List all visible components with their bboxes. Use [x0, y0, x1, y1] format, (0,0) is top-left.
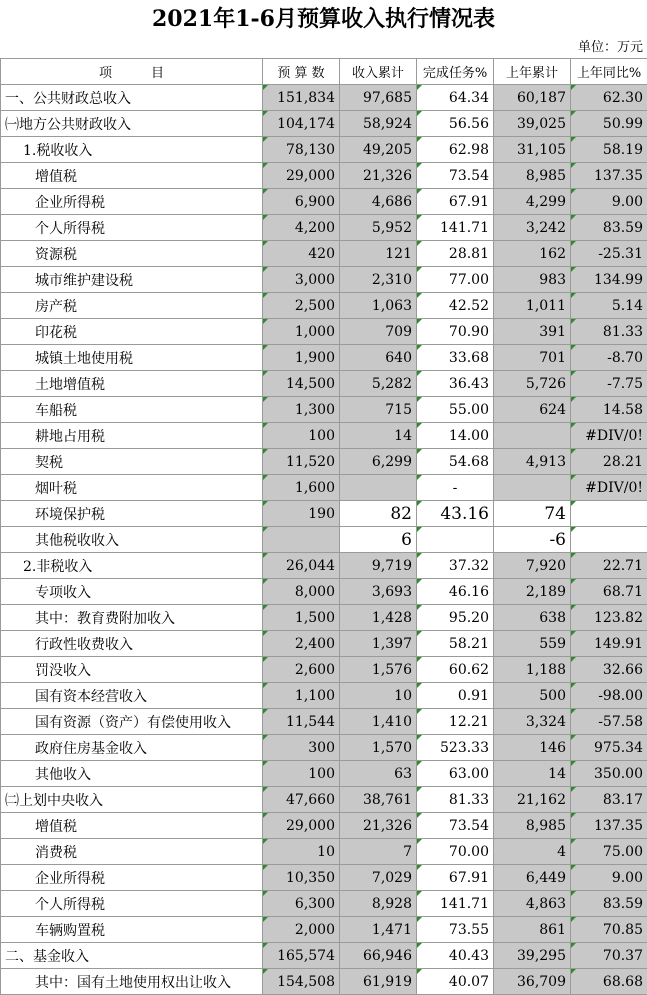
cell-budget: 3,000	[263, 267, 340, 293]
cell-cumulative: 14	[340, 423, 417, 449]
cell-budget: 11,520	[263, 449, 340, 475]
table-row	[1, 839, 647, 865]
cell-last-year: 60,187	[494, 85, 571, 111]
cell-completion: 60.62	[417, 657, 494, 683]
cell-completion: 28.81	[417, 241, 494, 267]
budget-table	[0, 58, 647, 995]
cell-yoy: -7.75	[571, 371, 647, 397]
cell-budget: 47,660	[263, 787, 340, 813]
cell-yoy: 28.21	[571, 449, 647, 475]
cell-budget: 300	[263, 735, 340, 761]
cell-budget: 190	[263, 501, 340, 527]
table-row	[1, 345, 647, 371]
cell-cumulative: 82	[340, 501, 417, 527]
cell-last-year	[494, 423, 571, 449]
table-row	[1, 891, 647, 917]
cell-budget: 1,900	[263, 345, 340, 371]
row-name: 环境保护税	[1, 501, 263, 527]
cell-completion: 56.56	[417, 111, 494, 137]
table-row	[1, 423, 647, 449]
header-cumulative: 收入累计	[340, 59, 417, 85]
table-row	[1, 969, 647, 995]
cell-cumulative: 1,428	[340, 605, 417, 631]
row-name: 增值税	[1, 163, 263, 189]
cell-budget: 78,130	[263, 137, 340, 163]
table-row	[1, 397, 647, 423]
cell-yoy: 123.82	[571, 605, 647, 631]
cell-cumulative: 58,924	[340, 111, 417, 137]
table-row	[1, 85, 647, 111]
cell-yoy: 32.66	[571, 657, 647, 683]
row-name: ㈠地方公共财政收入	[1, 111, 263, 137]
cell-completion: 40.43	[417, 943, 494, 969]
cell-completion: 62.98	[417, 137, 494, 163]
cell-cumulative: 7	[340, 839, 417, 865]
cell-last-year: 701	[494, 345, 571, 371]
cell-last-year: 5,726	[494, 371, 571, 397]
table-row	[1, 605, 647, 631]
unit-label: 单位：万元	[577, 40, 643, 55]
cell-budget: 2,600	[263, 657, 340, 683]
cell-completion: 14.00	[417, 423, 494, 449]
cell-last-year: 7,920	[494, 553, 571, 579]
cell-cumulative: 9,719	[340, 553, 417, 579]
header-yoy: 上年同比%	[571, 59, 647, 85]
cell-completion: 73.54	[417, 163, 494, 189]
cell-completion: 46.16	[417, 579, 494, 605]
row-name: 耕地占用税	[1, 423, 263, 449]
cell-completion: 0.91	[417, 683, 494, 709]
row-name: 专项收入	[1, 579, 263, 605]
cell-last-year: 2,189	[494, 579, 571, 605]
cell-yoy: 137.35	[571, 163, 647, 189]
cell-completion: 33.68	[417, 345, 494, 371]
cell-completion: 67.91	[417, 865, 494, 891]
cell-cumulative: 6	[340, 527, 417, 553]
cell-yoy: 14.58	[571, 397, 647, 423]
cell-yoy: 75.00	[571, 839, 647, 865]
cell-completion: 58.21	[417, 631, 494, 657]
table-row	[1, 683, 647, 709]
cell-completion: 55.00	[417, 397, 494, 423]
header-last-year: 上年累计	[494, 59, 571, 85]
cell-cumulative: 1,410	[340, 709, 417, 735]
cell-last-year: 983	[494, 267, 571, 293]
cell-yoy: 5.14	[571, 293, 647, 319]
table-row	[1, 293, 647, 319]
cell-yoy: -8.70	[571, 345, 647, 371]
cell-completion: 43.16	[417, 501, 494, 527]
cell-last-year: 1,188	[494, 657, 571, 683]
cell-last-year: 8,985	[494, 813, 571, 839]
row-name: 企业所得税	[1, 865, 263, 891]
cell-yoy: 149.91	[571, 631, 647, 657]
row-name: 企业所得税	[1, 189, 263, 215]
row-name: 资源税	[1, 241, 263, 267]
cell-completion: 40.07	[417, 969, 494, 995]
cell-last-year: 6,449	[494, 865, 571, 891]
cell-budget: 6,900	[263, 189, 340, 215]
cell-cumulative: 1,471	[340, 917, 417, 943]
cell-last-year: 146	[494, 735, 571, 761]
cell-last-year: 4	[494, 839, 571, 865]
row-name: 国有资源（资产）有偿使用收入	[1, 709, 263, 735]
table-row	[1, 865, 647, 891]
cell-cumulative: 38,761	[340, 787, 417, 813]
row-name: 车辆购置税	[1, 917, 263, 943]
cell-completion: 37.32	[417, 553, 494, 579]
cell-cumulative: 21,326	[340, 813, 417, 839]
cell-cumulative: 640	[340, 345, 417, 371]
row-name: 其中：教育费附加收入	[1, 605, 263, 631]
cell-last-year: 638	[494, 605, 571, 631]
cell-completion: 141.71	[417, 891, 494, 917]
row-name: 烟叶税	[1, 475, 263, 501]
cell-last-year: 4,913	[494, 449, 571, 475]
cell-cumulative: 2,310	[340, 267, 417, 293]
cell-budget: 29,000	[263, 163, 340, 189]
cell-last-year: 4,299	[494, 189, 571, 215]
row-name: 个人所得税	[1, 215, 263, 241]
table-row	[1, 943, 647, 969]
cell-last-year: 8,985	[494, 163, 571, 189]
table-row	[1, 163, 647, 189]
cell-last-year: 624	[494, 397, 571, 423]
cell-completion: 73.54	[417, 813, 494, 839]
cell-yoy: #DIV/0!	[571, 423, 647, 449]
cell-budget: 1,600	[263, 475, 340, 501]
cell-budget: 29,000	[263, 813, 340, 839]
cell-last-year: 3,242	[494, 215, 571, 241]
table-row	[1, 189, 647, 215]
cell-cumulative	[340, 475, 417, 501]
row-name: 契税	[1, 449, 263, 475]
cell-completion: 67.91	[417, 189, 494, 215]
cell-yoy: 975.34	[571, 735, 647, 761]
cell-last-year: 4,863	[494, 891, 571, 917]
table-row	[1, 709, 647, 735]
table-row	[1, 267, 647, 293]
row-name: 房产税	[1, 293, 263, 319]
cell-cumulative: 715	[340, 397, 417, 423]
page-title: 2021年1-6月预算收入执行情况表	[152, 6, 495, 32]
table-row	[1, 761, 647, 787]
cell-last-year	[494, 475, 571, 501]
cell-budget: 10	[263, 839, 340, 865]
cell-budget: 14,500	[263, 371, 340, 397]
cell-last-year: 39,295	[494, 943, 571, 969]
cell-yoy: 9.00	[571, 865, 647, 891]
cell-completion: 12.21	[417, 709, 494, 735]
row-name: 个人所得税	[1, 891, 263, 917]
cell-completion: 77.00	[417, 267, 494, 293]
cell-last-year: 39,025	[494, 111, 571, 137]
cell-budget: 2,400	[263, 631, 340, 657]
cell-yoy: 134.99	[571, 267, 647, 293]
cell-last-year: 36,709	[494, 969, 571, 995]
table-row	[1, 371, 647, 397]
cell-budget: 10,350	[263, 865, 340, 891]
cell-budget: 154,508	[263, 969, 340, 995]
cell-completion	[417, 527, 494, 553]
table-row	[1, 579, 647, 605]
table-row	[1, 917, 647, 943]
table-row	[1, 553, 647, 579]
table-row	[1, 735, 647, 761]
cell-yoy: 83.17	[571, 787, 647, 813]
table-row	[1, 475, 647, 501]
cell-budget: 1,100	[263, 683, 340, 709]
cell-yoy: 58.19	[571, 137, 647, 163]
row-name: 印花税	[1, 319, 263, 345]
cell-cumulative: 3,693	[340, 579, 417, 605]
cell-last-year: 14	[494, 761, 571, 787]
cell-cumulative: 709	[340, 319, 417, 345]
row-name: 一、公共财政总收入	[1, 85, 263, 111]
cell-budget: 165,574	[263, 943, 340, 969]
cell-cumulative: 63	[340, 761, 417, 787]
cell-budget: 104,174	[263, 111, 340, 137]
cell-last-year: -6	[494, 527, 571, 553]
cell-completion: 54.68	[417, 449, 494, 475]
table-row	[1, 319, 647, 345]
cell-cumulative: 1,570	[340, 735, 417, 761]
cell-yoy: -57.58	[571, 709, 647, 735]
cell-cumulative: 4,686	[340, 189, 417, 215]
table-row	[1, 657, 647, 683]
cell-yoy: 62.30	[571, 85, 647, 111]
cell-budget: 1,300	[263, 397, 340, 423]
table-row	[1, 215, 647, 241]
row-name: 罚没收入	[1, 657, 263, 683]
cell-cumulative: 1,576	[340, 657, 417, 683]
cell-budget: 4,200	[263, 215, 340, 241]
cell-last-year: 31,105	[494, 137, 571, 163]
table-row	[1, 501, 647, 527]
cell-last-year: 162	[494, 241, 571, 267]
cell-budget: 100	[263, 761, 340, 787]
table-row	[1, 787, 647, 813]
cell-budget: 6,300	[263, 891, 340, 917]
cell-cumulative: 7,029	[340, 865, 417, 891]
row-name: 1.税收收入	[1, 137, 263, 163]
cell-cumulative: 121	[340, 241, 417, 267]
row-name: 城市维护建设税	[1, 267, 263, 293]
cell-last-year: 500	[494, 683, 571, 709]
cell-yoy: 70.37	[571, 943, 647, 969]
cell-yoy: 83.59	[571, 891, 647, 917]
cell-cumulative: 5,282	[340, 371, 417, 397]
cell-yoy: -98.00	[571, 683, 647, 709]
cell-yoy	[571, 501, 647, 527]
row-name: 2.非税收入	[1, 553, 263, 579]
cell-budget: 151,834	[263, 85, 340, 111]
table-row	[1, 813, 647, 839]
table-row	[1, 241, 647, 267]
cell-cumulative: 49,205	[340, 137, 417, 163]
cell-yoy: 9.00	[571, 189, 647, 215]
cell-cumulative: 6,299	[340, 449, 417, 475]
cell-completion: 523.33	[417, 735, 494, 761]
table-row	[1, 631, 647, 657]
cell-budget	[263, 527, 340, 553]
row-name: 国有资本经营收入	[1, 683, 263, 709]
cell-yoy: 81.33	[571, 319, 647, 345]
cell-completion: 63.00	[417, 761, 494, 787]
cell-yoy: 22.71	[571, 553, 647, 579]
cell-cumulative: 1,063	[340, 293, 417, 319]
cell-budget: 100	[263, 423, 340, 449]
cell-yoy	[571, 527, 647, 553]
cell-completion: -	[417, 475, 494, 501]
cell-budget: 420	[263, 241, 340, 267]
cell-completion: 70.90	[417, 319, 494, 345]
cell-budget: 8,000	[263, 579, 340, 605]
row-name: 城镇土地使用税	[1, 345, 263, 371]
cell-yoy: 50.99	[571, 111, 647, 137]
row-name: 其中：国有土地使用权出让收入	[1, 969, 263, 995]
cell-cumulative: 61,919	[340, 969, 417, 995]
cell-completion: 70.00	[417, 839, 494, 865]
row-name: 增值税	[1, 813, 263, 839]
cell-last-year: 74	[494, 501, 571, 527]
cell-yoy: #DIV/0!	[571, 475, 647, 501]
cell-last-year: 21,162	[494, 787, 571, 813]
row-name: 二、基金收入	[1, 943, 263, 969]
row-name: 车船税	[1, 397, 263, 423]
cell-completion: 36.43	[417, 371, 494, 397]
cell-cumulative: 5,952	[340, 215, 417, 241]
cell-last-year: 391	[494, 319, 571, 345]
cell-budget: 26,044	[263, 553, 340, 579]
cell-yoy: 350.00	[571, 761, 647, 787]
cell-budget: 11,544	[263, 709, 340, 735]
cell-last-year: 861	[494, 917, 571, 943]
header-row	[1, 59, 647, 85]
row-name: 其他税收收入	[1, 527, 263, 553]
cell-cumulative: 8,928	[340, 891, 417, 917]
table-row	[1, 137, 647, 163]
row-name: 行政性收费收入	[1, 631, 263, 657]
table-row	[1, 111, 647, 137]
cell-cumulative: 97,685	[340, 85, 417, 111]
row-name: ㈡上划中央收入	[1, 787, 263, 813]
row-name: 其他收入	[1, 761, 263, 787]
cell-budget: 1,000	[263, 319, 340, 345]
cell-completion: 42.52	[417, 293, 494, 319]
cell-completion: 73.55	[417, 917, 494, 943]
cell-last-year: 1,011	[494, 293, 571, 319]
cell-cumulative: 10	[340, 683, 417, 709]
cell-completion: 141.71	[417, 215, 494, 241]
cell-yoy: 70.85	[571, 917, 647, 943]
cell-yoy: -25.31	[571, 241, 647, 267]
row-name: 土地增值税	[1, 371, 263, 397]
cell-budget: 2,500	[263, 293, 340, 319]
cell-completion: 81.33	[417, 787, 494, 813]
cell-last-year: 3,324	[494, 709, 571, 735]
table-row	[1, 527, 647, 553]
cell-cumulative: 1,397	[340, 631, 417, 657]
cell-cumulative: 66,946	[340, 943, 417, 969]
cell-yoy: 68.71	[571, 579, 647, 605]
cell-yoy: 83.59	[571, 215, 647, 241]
cell-cumulative: 21,326	[340, 163, 417, 189]
row-name: 政府住房基金收入	[1, 735, 263, 761]
row-name: 消费税	[1, 839, 263, 865]
cell-last-year: 559	[494, 631, 571, 657]
cell-completion: 64.34	[417, 85, 494, 111]
cell-budget: 1,500	[263, 605, 340, 631]
cell-yoy: 68.68	[571, 969, 647, 995]
cell-yoy: 137.35	[571, 813, 647, 839]
header-budget: 预 算 数	[263, 59, 340, 85]
cell-budget: 2,000	[263, 917, 340, 943]
table-row	[1, 449, 647, 475]
cell-completion: 95.20	[417, 605, 494, 631]
header-item: 项 目	[1, 59, 263, 85]
header-completion: 完成任务%	[417, 59, 494, 85]
